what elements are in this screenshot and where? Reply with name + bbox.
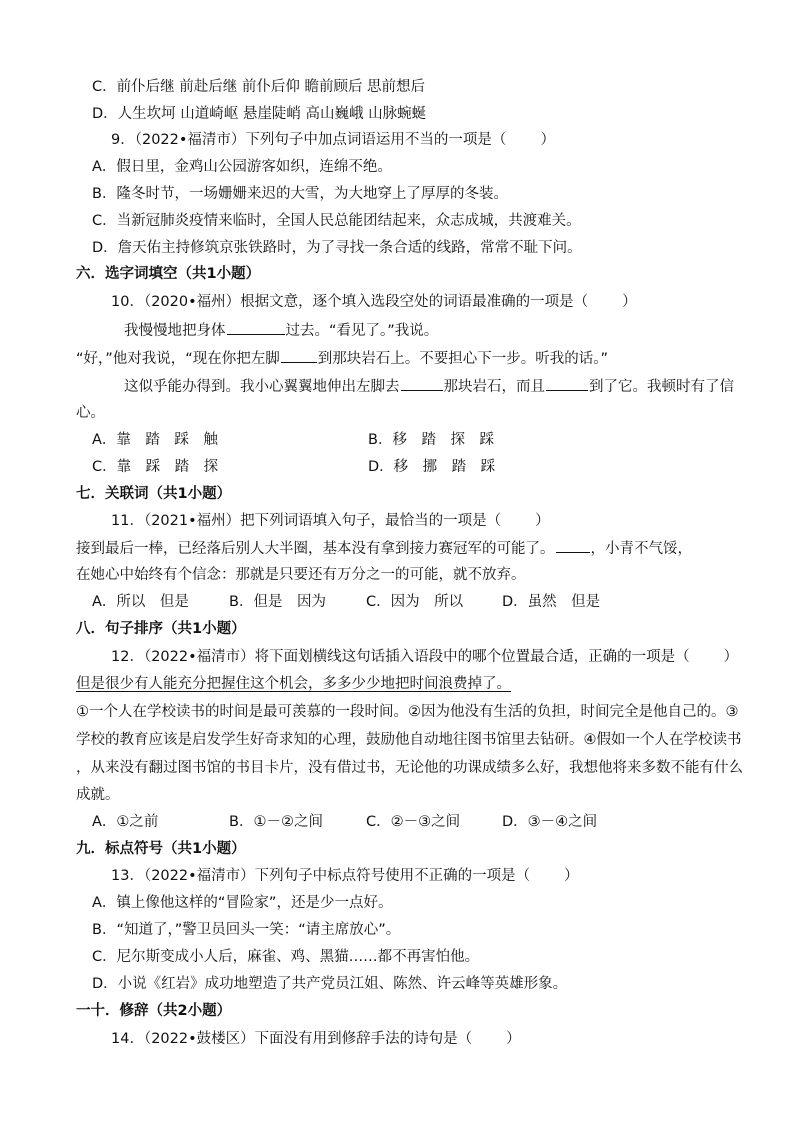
q12-passage-line-1: ①一个人在学校读书的时间是最可羡慕的一段时间。②因为他没有生活的负担，时间完全是他自己的。③ xyxy=(76,704,739,720)
section-7-title: 七．关联词（共1小题） xyxy=(76,486,232,502)
q12-option-c: C．②－③之间 xyxy=(366,814,461,830)
q11-option-b: B．但是 因为 xyxy=(229,594,326,610)
q13-option-b: B．“知道了，”警卫员回头一笑：“请主席放心”。 xyxy=(92,922,401,938)
q10-stem-close: ） xyxy=(622,294,637,310)
q11-stem xyxy=(111,511,550,531)
q12-stem-close: ） xyxy=(723,649,739,665)
q10-text: 过去。“看见了。”我说。 xyxy=(285,323,439,339)
q12-option-a: A．①之前 xyxy=(92,814,159,830)
q10-option-c: C．靠 踩 踏 探 xyxy=(92,459,219,475)
q10-passage-line-4: 心。 xyxy=(76,405,105,421)
fill-blank-2 xyxy=(281,348,317,363)
section-6-title: 六．选字词填空（共1小题） xyxy=(76,266,261,282)
q10-option-a: A．靠 踏 踩 触 xyxy=(92,432,218,448)
q11-option-a: A．所以 但是 xyxy=(92,594,189,610)
q14-stem-text: 14．（2022•鼓楼区）下面没有用到修辞手法的诗句是（ xyxy=(111,1031,473,1047)
fill-blank-1 xyxy=(227,320,285,335)
fill-blank-3 xyxy=(401,376,443,391)
q10-option-b: B．移 踏 探 踩 xyxy=(368,432,494,448)
q12-passage-line-3: ，从来没有翻过图书馆的书目卡片，没有借过书，无论他的功课成绩多么好，我想他将来多数不能有什么 xyxy=(76,760,743,776)
q10-stem xyxy=(111,292,637,312)
q9-option-b: B．隆冬时节，一场姗姗来迟的大雪，为大地穿上了厚厚的冬装。 xyxy=(92,186,508,202)
q11-stem-close: ） xyxy=(535,513,550,529)
q11-stem-text: 11．（2021•福州）把下列词语填入句子，最恰当的一项是（ xyxy=(111,513,502,529)
q10-stem-text: 10．（2020•福州）根据文意，逐个填入选段空处的词语最准确的一项是（ xyxy=(111,294,589,310)
q10-text: “好，”他对我说，“现在你把左脚 xyxy=(76,351,280,367)
q12-stem-text: 12．（2022•福清市）将下面划横线这句话插入语段中的哪个位置最合适，正确的一项是（ xyxy=(111,649,690,665)
q13-option-c: C．尼尔斯变成小人后，麻雀、鸡、黑猫……都不再害怕他。 xyxy=(92,949,480,965)
q8-option-d: D．人生坎坷 山道崎岖 悬崖陡峭 高山巍峨 山脉蜿蜒 xyxy=(92,106,427,122)
section-9-title: 九．标点符号（共1小题） xyxy=(76,841,246,857)
q13-stem-close: ） xyxy=(564,868,579,884)
q10-text: 这似乎能办得到。我小心翼翼地伸出左脚去 xyxy=(124,379,400,395)
q9-option-d: D．詹天佑主持修筑京张铁路时，为了寻找一条合适的线路，常常不耻下问。 xyxy=(92,240,582,256)
q12-option-d: D．③－④之间 xyxy=(502,814,598,830)
section-8-title: 八．句子排序（共1小题） xyxy=(76,621,246,637)
q10-text: 到了它。我顿时有了信 xyxy=(589,379,734,395)
q10-text: 到那块岩石上。不要担心下一步。听我的话。” xyxy=(317,351,609,367)
q10-text: 那块岩石，而且 xyxy=(443,379,545,395)
q12-passage-line-4: 成就。 xyxy=(76,787,120,803)
q10-text: 我慢慢地把身体 xyxy=(124,323,226,339)
q12-stem xyxy=(111,647,738,667)
q11-sentence-line-1 xyxy=(76,538,692,559)
q11-text: ，小青不气馁， xyxy=(590,541,692,557)
q13-option-a: A．镇上像他这样的“冒险家”，还是少一点好。 xyxy=(92,895,393,911)
q9-stem-close: ） xyxy=(540,132,555,148)
q13-stem xyxy=(111,866,579,886)
fill-blank xyxy=(556,538,590,553)
q11-option-c: C．因为 所以 xyxy=(366,594,464,610)
q10-passage-line-1 xyxy=(124,320,438,341)
q13-stem-text: 13．（2022•福清市）下列句子中标点符号使用不正确的一项是（ xyxy=(111,868,531,884)
q10-option-d: D．移 挪 踏 踩 xyxy=(368,459,496,475)
fill-blank-4 xyxy=(546,376,588,391)
q9-stem xyxy=(111,130,555,150)
q9-option-a: A．假日里，金鸡山公园游客如织，连绵不绝。 xyxy=(92,159,392,175)
q13-option-d: D．小说《红岩》成功地塑造了共产党员江姐、陈然、许云峰等英雄形象。 xyxy=(92,976,568,992)
q11-text: 接到最后一棒，已经落后别人大半圈，基本没有拿到接力赛冠军的可能了。 xyxy=(76,541,555,557)
q9-option-c: C．当新冠肺炎疫情来临时，全国人民总能团结起来，众志成城，共渡难关。 xyxy=(92,213,581,229)
q11-option-d: D．虽然 但是 xyxy=(502,594,601,610)
q12-underlined-sentence: 但是很少有人能充分把握住这个机会，多多少少地把时间浪费掉了。 xyxy=(76,676,511,692)
q14-stem-close: ） xyxy=(506,1031,521,1047)
q11-sentence-line-2: 在她心中始终有个信念：那就是只要还有万分之一的可能，就不放弃。 xyxy=(76,567,526,583)
q12-passage-line-2: 学校的教育应该是启发学生好奇求知的心理，鼓励他自动地往图书馆里去钻研。④假如一个人在学校读书 xyxy=(76,732,742,748)
q10-passage-line-3 xyxy=(124,376,734,397)
section-10-title: 一十．修辞（共2小题） xyxy=(76,1003,232,1019)
q14-stem xyxy=(111,1029,521,1049)
q8-option-c: C．前仆后继 前赴后继 前仆后仰 瞻前顾后 思前想后 xyxy=(92,79,426,95)
q9-stem-text: 9．（2022•福清市）下列句子中加点词语运用不当的一项是（ xyxy=(111,132,507,148)
q12-option-b: B．①－②之间 xyxy=(229,814,323,830)
q10-passage-line-2 xyxy=(76,348,608,369)
